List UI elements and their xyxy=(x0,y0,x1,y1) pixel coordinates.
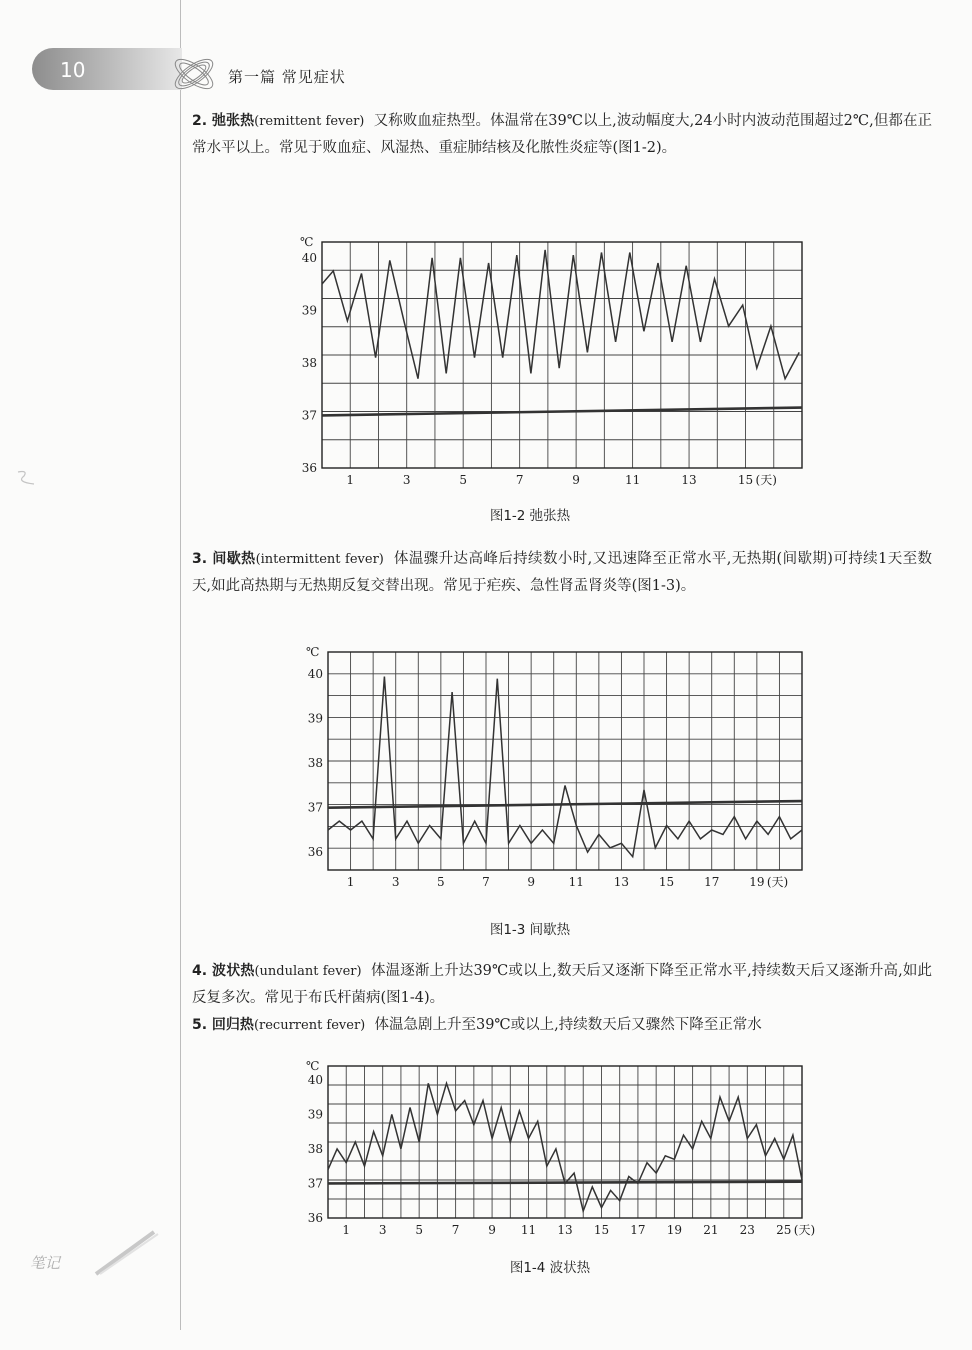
x-tick-label: 23 xyxy=(739,1223,755,1237)
x-tick-label: 19 xyxy=(749,875,765,889)
margin-mark-icon xyxy=(12,462,42,502)
x-tick-label: 15 xyxy=(658,875,675,889)
x-tick-label: 15 xyxy=(737,473,754,487)
section-body: 体温骤升达高峰后持续数小时,又迅速降至正常水平,无热期(间歇期)可持续1天至数天,如此高热期与无热期反复交替出现。常见于疟疾、急性肾盂肾炎等(图1-3)。 xyxy=(192,551,933,594)
swirl-ornament-icon xyxy=(166,48,222,100)
x-tick-label: 9 xyxy=(527,875,535,889)
section-term: (recurrent fever) xyxy=(253,1018,366,1033)
y-axis-unit-label: ℃ xyxy=(306,645,320,659)
x-tick-label: 3 xyxy=(402,473,411,487)
x-tick-label: 11 xyxy=(568,875,584,889)
chart-intermittent-fever xyxy=(290,644,820,899)
x-tick-label: 11 xyxy=(520,1223,537,1237)
x-tick-label: 1 xyxy=(346,473,355,487)
section-term: (remittent fever) xyxy=(254,114,365,129)
y-tick-label: 40 xyxy=(301,250,317,265)
paragraph-intermittent-fever xyxy=(192,546,932,600)
x-tick-label: 17 xyxy=(630,1223,646,1237)
y-axis-unit-label: ℃ xyxy=(306,1059,320,1073)
temperature-series-line xyxy=(328,677,802,857)
x-tick-label: 13 xyxy=(557,1223,573,1237)
x-tick-label: 3 xyxy=(391,875,400,889)
page-number-tab xyxy=(32,48,182,90)
x-tick-label: 11 xyxy=(624,473,641,487)
paragraph-recurrent-fever xyxy=(192,1012,932,1039)
y-tick-label: 36 xyxy=(301,461,317,475)
section-heading: 3. 间歇热 xyxy=(192,551,256,567)
y-tick-label: 36 xyxy=(307,845,323,860)
section-heading: 4. 波状热 xyxy=(192,963,255,979)
section-body: 又称败血症热型。体温常在39℃以上,波动幅度大,24小时内波动范围超过2℃,但都在正常水平以上。常见于败血症、风湿热、重症肺结核及化脓性炎症等(图1-2)。 xyxy=(192,113,932,156)
x-tick-label: 1 xyxy=(346,875,355,889)
x-tick-label: 9 xyxy=(572,473,580,487)
x-axis-unit-label: (天) xyxy=(766,875,789,889)
chart-undulant-fever xyxy=(290,1058,820,1243)
x-tick-label: 7 xyxy=(451,1223,460,1237)
y-tick-label: 38 xyxy=(301,355,317,370)
chart-remittent-fever xyxy=(290,210,820,490)
x-axis-unit-label: (天) xyxy=(755,473,777,487)
temperature-series-line xyxy=(322,250,799,379)
x-tick-label: 21 xyxy=(703,1223,719,1237)
page-number: 10 xyxy=(60,58,86,82)
x-tick-label: 9 xyxy=(488,1223,496,1237)
x-tick-label: 5 xyxy=(459,473,467,487)
section-term: (undulant fever) xyxy=(254,964,362,979)
x-tick-label: 3 xyxy=(378,1223,387,1237)
y-tick-label: 37 xyxy=(307,1176,323,1191)
section-body: 体温逐渐上升达39℃或以上,数天后又逐渐下降至正常水平,持续数天后又逐渐升高,如此反复多次。常见于布氏杆菌病(图1-4)。 xyxy=(192,963,933,1006)
y-tick-label: 39 xyxy=(307,711,323,726)
y-tick-label: 37 xyxy=(301,408,317,423)
y-tick-label: 37 xyxy=(307,800,323,815)
x-tick-label: 5 xyxy=(437,875,445,889)
paragraph-undulant-fever xyxy=(192,958,932,1012)
y-tick-label: 39 xyxy=(307,1107,323,1122)
x-tick-label: 13 xyxy=(613,875,630,889)
page-margin-line xyxy=(180,0,181,1330)
section-term: (intermittent fever) xyxy=(255,552,384,567)
section-body: 体温急剧上升至39℃或以上,持续数天后又骤然下降至正常水 xyxy=(374,1017,762,1033)
y-tick-label: 38 xyxy=(307,1141,323,1156)
figure-caption: 图1-3 间歇热 xyxy=(489,922,571,938)
notes-label: 笔记 xyxy=(30,1254,61,1272)
x-tick-label: 13 xyxy=(681,473,697,487)
chapter-header: 第一篇 常见症状 xyxy=(228,68,346,86)
x-tick-label: 19 xyxy=(666,1223,683,1237)
x-tick-label: 17 xyxy=(704,875,720,889)
y-tick-label: 38 xyxy=(307,756,323,771)
x-tick-label: 7 xyxy=(515,473,524,487)
y-axis-unit-label: ℃ xyxy=(300,235,314,249)
figure-caption: 图1-2 弛张热 xyxy=(489,508,571,524)
x-axis-unit-label: (天) xyxy=(793,1223,816,1237)
y-tick-label: 40 xyxy=(307,667,323,682)
pencil-icon xyxy=(92,1228,162,1278)
y-tick-label: 36 xyxy=(307,1211,323,1225)
x-tick-label: 5 xyxy=(415,1223,423,1237)
x-tick-label: 15 xyxy=(593,1223,610,1237)
y-tick-label: 40 xyxy=(307,1072,323,1087)
x-tick-label: 25 xyxy=(776,1223,792,1237)
y-tick-label: 39 xyxy=(301,303,317,318)
x-tick-label: 1 xyxy=(342,1223,351,1237)
section-heading: 2. 弛张热 xyxy=(192,113,255,129)
paragraph-remittent-fever xyxy=(192,108,932,162)
x-tick-label: 7 xyxy=(482,875,490,889)
section-heading: 5. 回归热 xyxy=(192,1017,254,1033)
figure-caption: 图1-4 波状热 xyxy=(509,1260,591,1276)
